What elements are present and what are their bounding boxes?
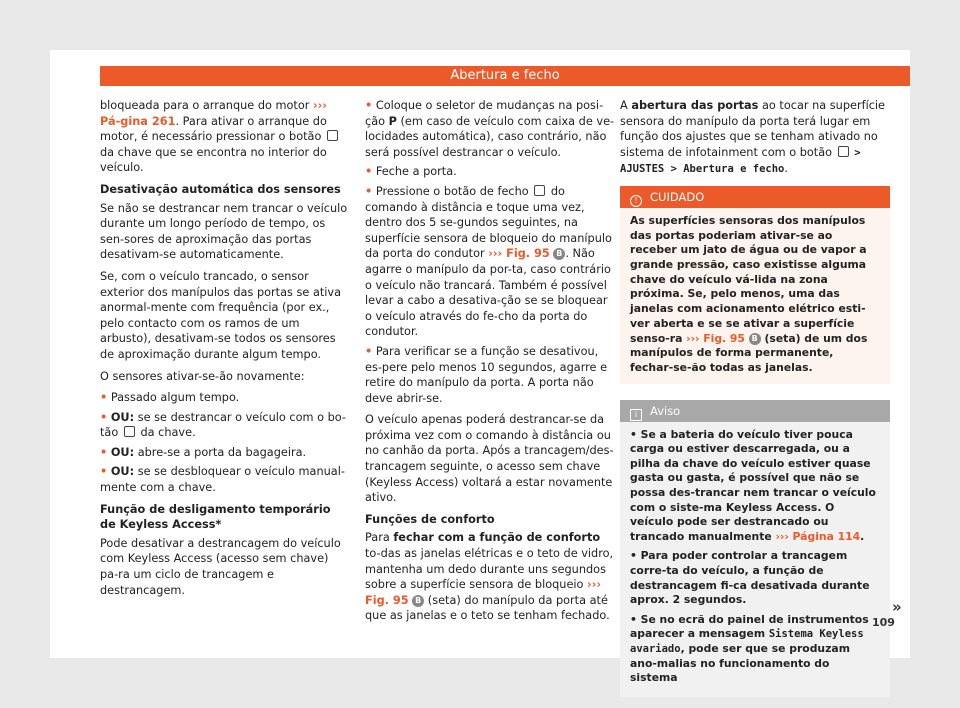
paragraph: Pode desativar a destrancagem do veículo com Keyless Access (acesso sem chave) pa-ra um ciclo de trancagem e destrancagem. <box>100 536 341 597</box>
subheading: Desativação automática dos sensores <box>100 182 341 196</box>
note-header: i Aviso <box>620 400 890 422</box>
bullet-icon: • <box>365 165 373 179</box>
manual-page <box>50 50 910 685</box>
lock-button-icon <box>534 185 545 196</box>
list-item: • Se no ecrã do painel de instrumentos aparecer a mensagem Sistema Keyless avariado, pode ser que se produzam ano-malias no funcionamento do sistema <box>630 612 869 685</box>
note-box <box>620 400 890 697</box>
caution-header: ! CUIDADO <box>620 186 890 208</box>
bullet-icon: • <box>365 344 373 358</box>
info-icon: i <box>630 409 642 421</box>
bullet-icon: • <box>100 410 108 424</box>
list-item: • Feche a porta. <box>365 165 457 179</box>
bullet-icon: • <box>365 184 373 198</box>
column-middle <box>365 98 615 630</box>
bullet-icon: • <box>100 465 108 479</box>
paragraph: Se, com o veículo trancado, o sensor exterior dos manípulos das portas se ativa anormal-mente com frequência (por ex., pelo contacto com os ramos de um arbusto), desativam-se todos os sensores de aproximação durante algum tempo. <box>100 269 342 361</box>
column-right <box>620 98 890 697</box>
page-reference-link[interactable]: ››› Pá-gina 261 <box>100 99 327 128</box>
paragraph: O sensores ativar-se-ão novamente: <box>100 369 305 383</box>
column-left <box>100 98 350 604</box>
callout-badge: B <box>749 333 761 345</box>
page-number: 109 <box>872 616 895 629</box>
caution-text: As superfícies sensoras dos manípulos das portas poderiam ativar-se ao receber um jato de água ou de vapor a grande pressão, caso existisse alguma chave do veículo vá-lida na zona próxima. Se, pelo menos, uma das janelas com acionamento elétrico esti-ver aberta e se se ativar a superfície senso-ra ››› Fig. 95 B (seta) de um dos manípulos de forma permanente, fechar-se-ão todas as janelas. <box>630 213 868 374</box>
list-item: • Coloque o seletor de mudanças na posi-ção P (em caso de veículo com caixa de ve-locidades automática), caso contrário, não será possível destrancar o veículo. <box>365 99 615 159</box>
continue-arrow: » <box>892 598 902 616</box>
key-button-icon <box>327 130 338 141</box>
bullet-icon: • <box>365 99 373 112</box>
callout-badge: B <box>553 248 565 260</box>
subheading: Função de desligamento temporário de Keyless Access* <box>100 502 331 532</box>
paragraph: O veículo apenas poderá destrancar-se da próxima vez com o comando à distância ou no canhão da porta. Após a trancagem/des-trancagem seguinte, o acesso sem chave (Keyless Access) voltará a estar novamente ativo. <box>365 413 614 505</box>
paragraph: Para fechar com a função de conforto to-das as janelas elétricas e o teto de vidro, mantenha um dedo durante uns segundos sobre a superfície sensora de bloqueio ››› Fig. 95 B (seta) do manípulo da porta até que as janelas e o teto se tenham fechado. <box>365 531 614 623</box>
list-item: • Para verificar se a função se desativou, es-pere pelo menos 10 segundos, agarre e retire do manípulo da porta. A porta não deve abrir-se. <box>365 344 608 405</box>
list-item: • OU: se se destrancar o veículo com o bo-tão da chave. <box>100 410 346 440</box>
paragraph: A abertura das portas ao tocar na superfície sensora do manípulo da porta terá lugar em função dos ajustes que se tenham ativado no sistema de infotainment com o botão > AJUSTES > Abertura e fecho. <box>620 99 886 176</box>
figure-reference-link[interactable]: ››› Fig. 95 <box>686 331 745 345</box>
car-menu-icon <box>838 146 849 157</box>
paragraph: Se não se destrancar nem trancar o veículo durante um longo período de tempo, os sen-sores de aproximação das portas desativam-se automaticamente. <box>100 201 348 262</box>
caution-box <box>620 186 890 384</box>
list-item: • Pressione o botão de fecho do comando à distância e toque uma vez, dentro dos 5 se-gundos seguintes, na superfície sensora de bloqueio do manípulo da porta do condutor ››› Fig. 95 B . Não agarre o manípulo da por-ta, caso contrário o veículo não trancará. Também é possível levar a cabo a desativa-ção se se bloquear o veículo através do fe-cho da porta do condutor. <box>365 184 612 339</box>
figure-reference-link[interactable]: ››› Fig. 95 <box>488 247 550 261</box>
bullet-icon: • <box>100 391 108 405</box>
list-item: • Passado algum tempo. <box>100 391 240 405</box>
warning-icon: ! <box>630 195 642 207</box>
unlock-button-icon <box>124 426 135 437</box>
list-item: • OU: se se desbloquear o veículo manual-mente com a chave. <box>100 465 345 495</box>
list-item: • Se a bateria do veículo tiver pouca carga ou estiver descarregada, ou a pilha da chave do veículo estiver quase gasta ou gasta, é possível que não se possa des-trancar nem trancar o veículo com o siste-ma Keyless Access. O veículo pode ser destrancado ou trancado manualmente ››› Página 114. <box>630 427 876 543</box>
figure-reference-link[interactable]: ››› Fig. 95 <box>365 578 602 607</box>
bullet-icon: • <box>100 445 108 459</box>
section-title: Abertura e fecho <box>100 66 910 86</box>
page-reference-link[interactable]: ››› Página 114 <box>775 529 861 543</box>
paragraph: bloqueada para o arranque do motor ››› Pá-gina 261. Para ativar o arranque do motor, é necessário pressionar o botão da chave que se encontra no interior do veículo. <box>100 98 350 176</box>
list-item: • Para poder controlar a trancagem corre-ta do veículo, a função de destrancagem fi-ca desativada durante aprox. 2 segundos. <box>630 549 870 607</box>
list-item: • OU: abre-se a porta da bagageira. <box>100 445 307 459</box>
note-text <box>620 422 890 697</box>
callout-badge: B <box>412 595 424 607</box>
subheading: Funções de conforto <box>365 512 495 526</box>
